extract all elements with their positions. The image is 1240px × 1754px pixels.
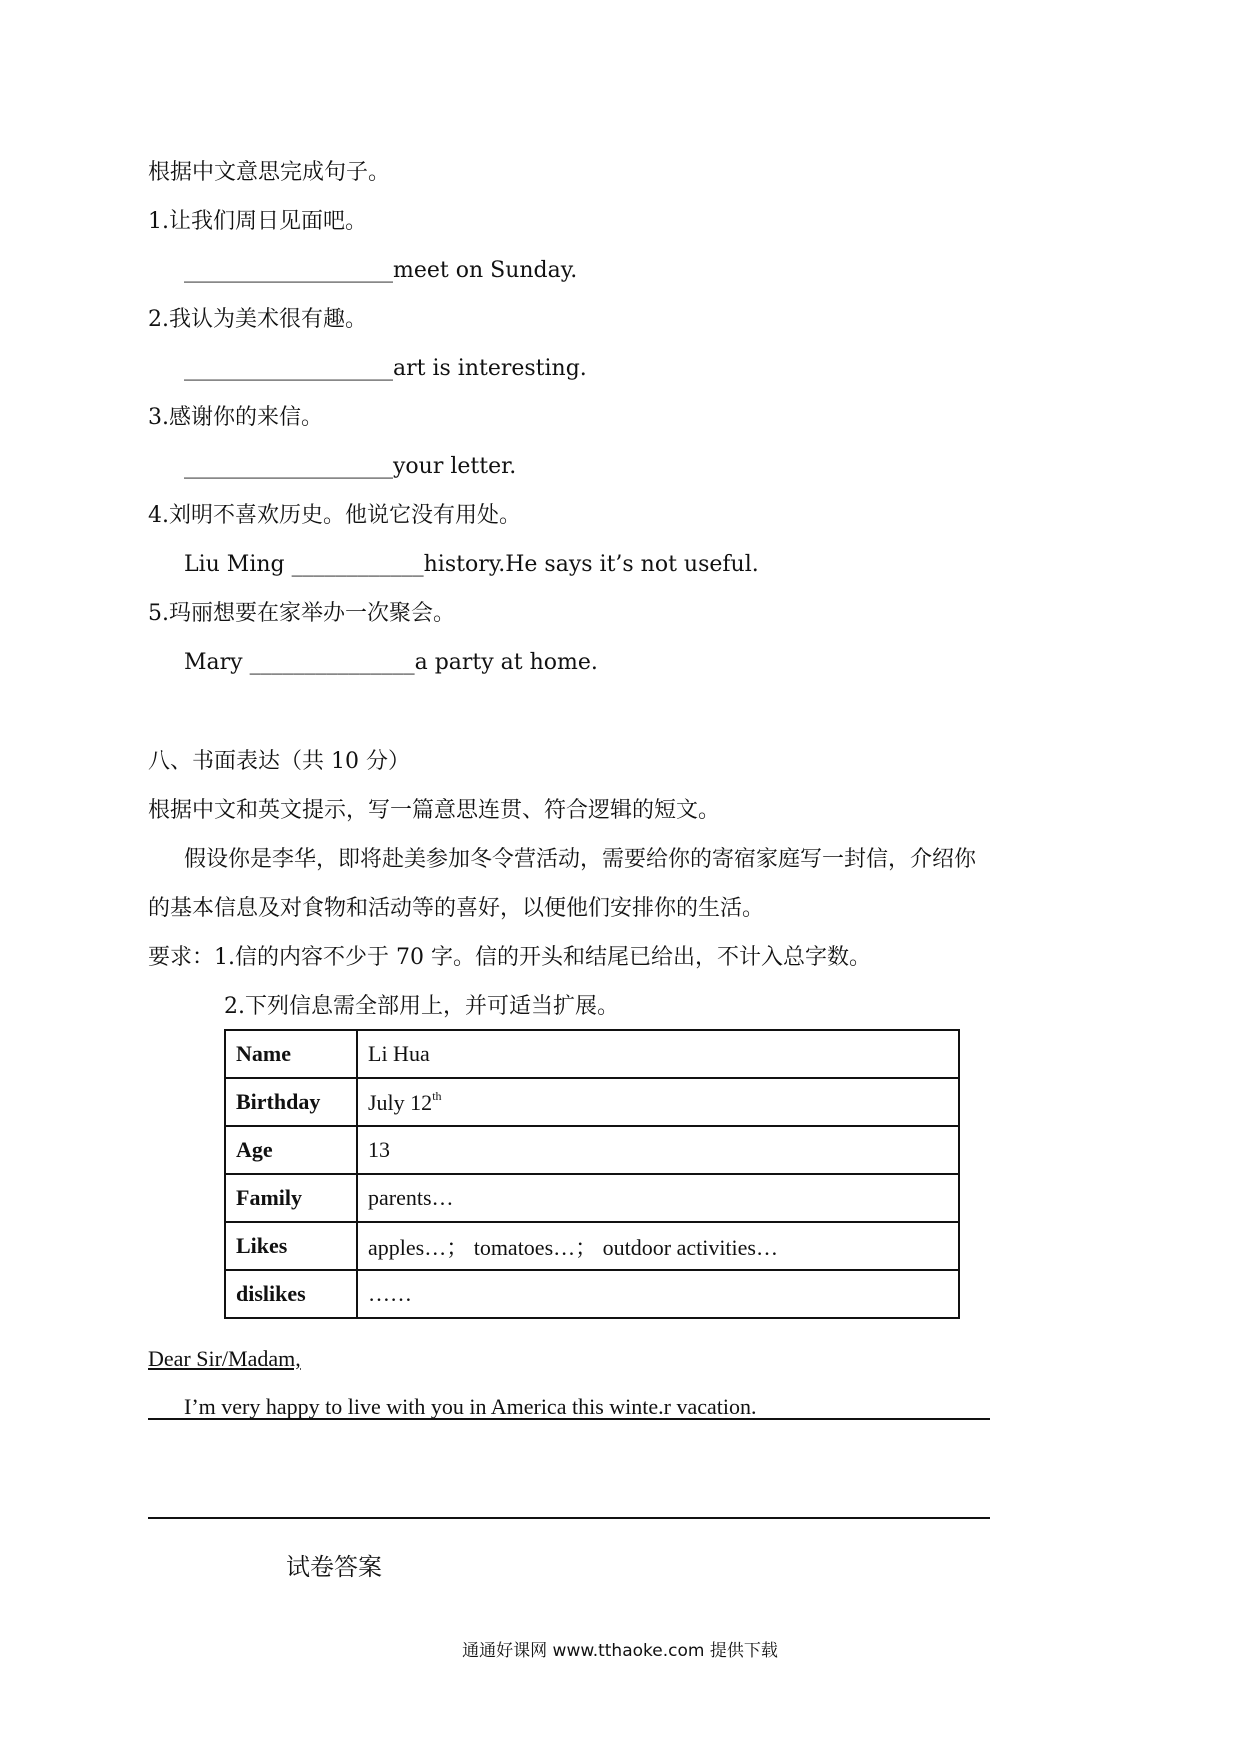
- question-1-chinese: 1.让我们周日见面吧。: [148, 209, 367, 234]
- letter-greeting: Dear Sir/Madam,: [148, 1346, 301, 1371]
- table-row: [225, 1174, 959, 1222]
- table-key: Likes: [225, 1222, 357, 1270]
- letter-opening: I’m very happy to live with you in America this winte.r vacation.: [184, 1394, 757, 1419]
- writing-line: [148, 1517, 990, 1519]
- question-5-chinese: 5.玛丽想要在家举办一次聚会。: [148, 601, 455, 626]
- section8-heading: 八、书面表达（共 10 分）: [148, 749, 410, 774]
- table-value: 13: [357, 1126, 959, 1174]
- table-row: [225, 1078, 959, 1126]
- table-value: [357, 1078, 959, 1126]
- writing-line: [148, 1418, 990, 1420]
- table-row: [225, 1030, 959, 1078]
- table-value: apples…； tomatoes…； outdoor activities…: [357, 1222, 959, 1270]
- writing-prompt-line-2: 的基本信息及对食物和活动等的喜好，以便他们安排你的生活。: [148, 896, 765, 921]
- footer: 通通好课网 www.tthaoke.com 提供下载: [462, 1641, 778, 1661]
- question-2-chinese: 2.我认为美术很有趣。: [148, 307, 367, 332]
- question-3-chinese: 3.感谢你的来信。: [148, 405, 323, 430]
- info-table: [224, 1029, 960, 1319]
- table-key: Name: [225, 1030, 357, 1078]
- table-key: Family: [225, 1174, 357, 1222]
- question-2-english: ___________________art is interesting.: [184, 356, 587, 381]
- table-value: parents…: [357, 1174, 959, 1222]
- table-row: [225, 1222, 959, 1270]
- writing-prompt-line-1: 假设你是李华，即将赴美参加冬令营活动，需要给你的寄宿家庭写一封信，介绍你: [184, 847, 977, 872]
- birthday-value: July 12: [368, 1089, 433, 1115]
- question-4-chinese: 4.刘明不喜欢历史。他说它没有用处。: [148, 503, 521, 528]
- table-row: [225, 1270, 959, 1318]
- question-5-english: Mary _______________a party at home.: [184, 650, 598, 675]
- section8-instruction: 根据中文和英文提示，写一篇意思连贯、符合逻辑的短文。: [148, 798, 721, 823]
- table-value: Li Hua: [357, 1030, 959, 1078]
- answers-title: 试卷答案: [286, 1553, 382, 1581]
- birthday-superscript: th: [432, 1088, 442, 1103]
- table-key: dislikes: [225, 1270, 357, 1318]
- requirement-2: 2.下列信息需全部用上，并可适当扩展。: [224, 994, 619, 1019]
- question-1-english: ___________________meet on Sunday.: [184, 258, 578, 283]
- section7-instruction: 根据中文意思完成句子。: [148, 160, 391, 185]
- requirement-1: 要求：1.信的内容不少于 70 字。信的开头和结尾已给出，不计入总字数。: [148, 945, 871, 970]
- table-value: ……: [357, 1270, 959, 1318]
- table-key: Birthday: [225, 1078, 357, 1126]
- table-row: [225, 1126, 959, 1174]
- table-key: Age: [225, 1126, 357, 1174]
- question-4-english: Liu Ming ____________history.He says it’s not useful.: [184, 552, 759, 577]
- question-3-english: ___________________your letter.: [184, 454, 517, 479]
